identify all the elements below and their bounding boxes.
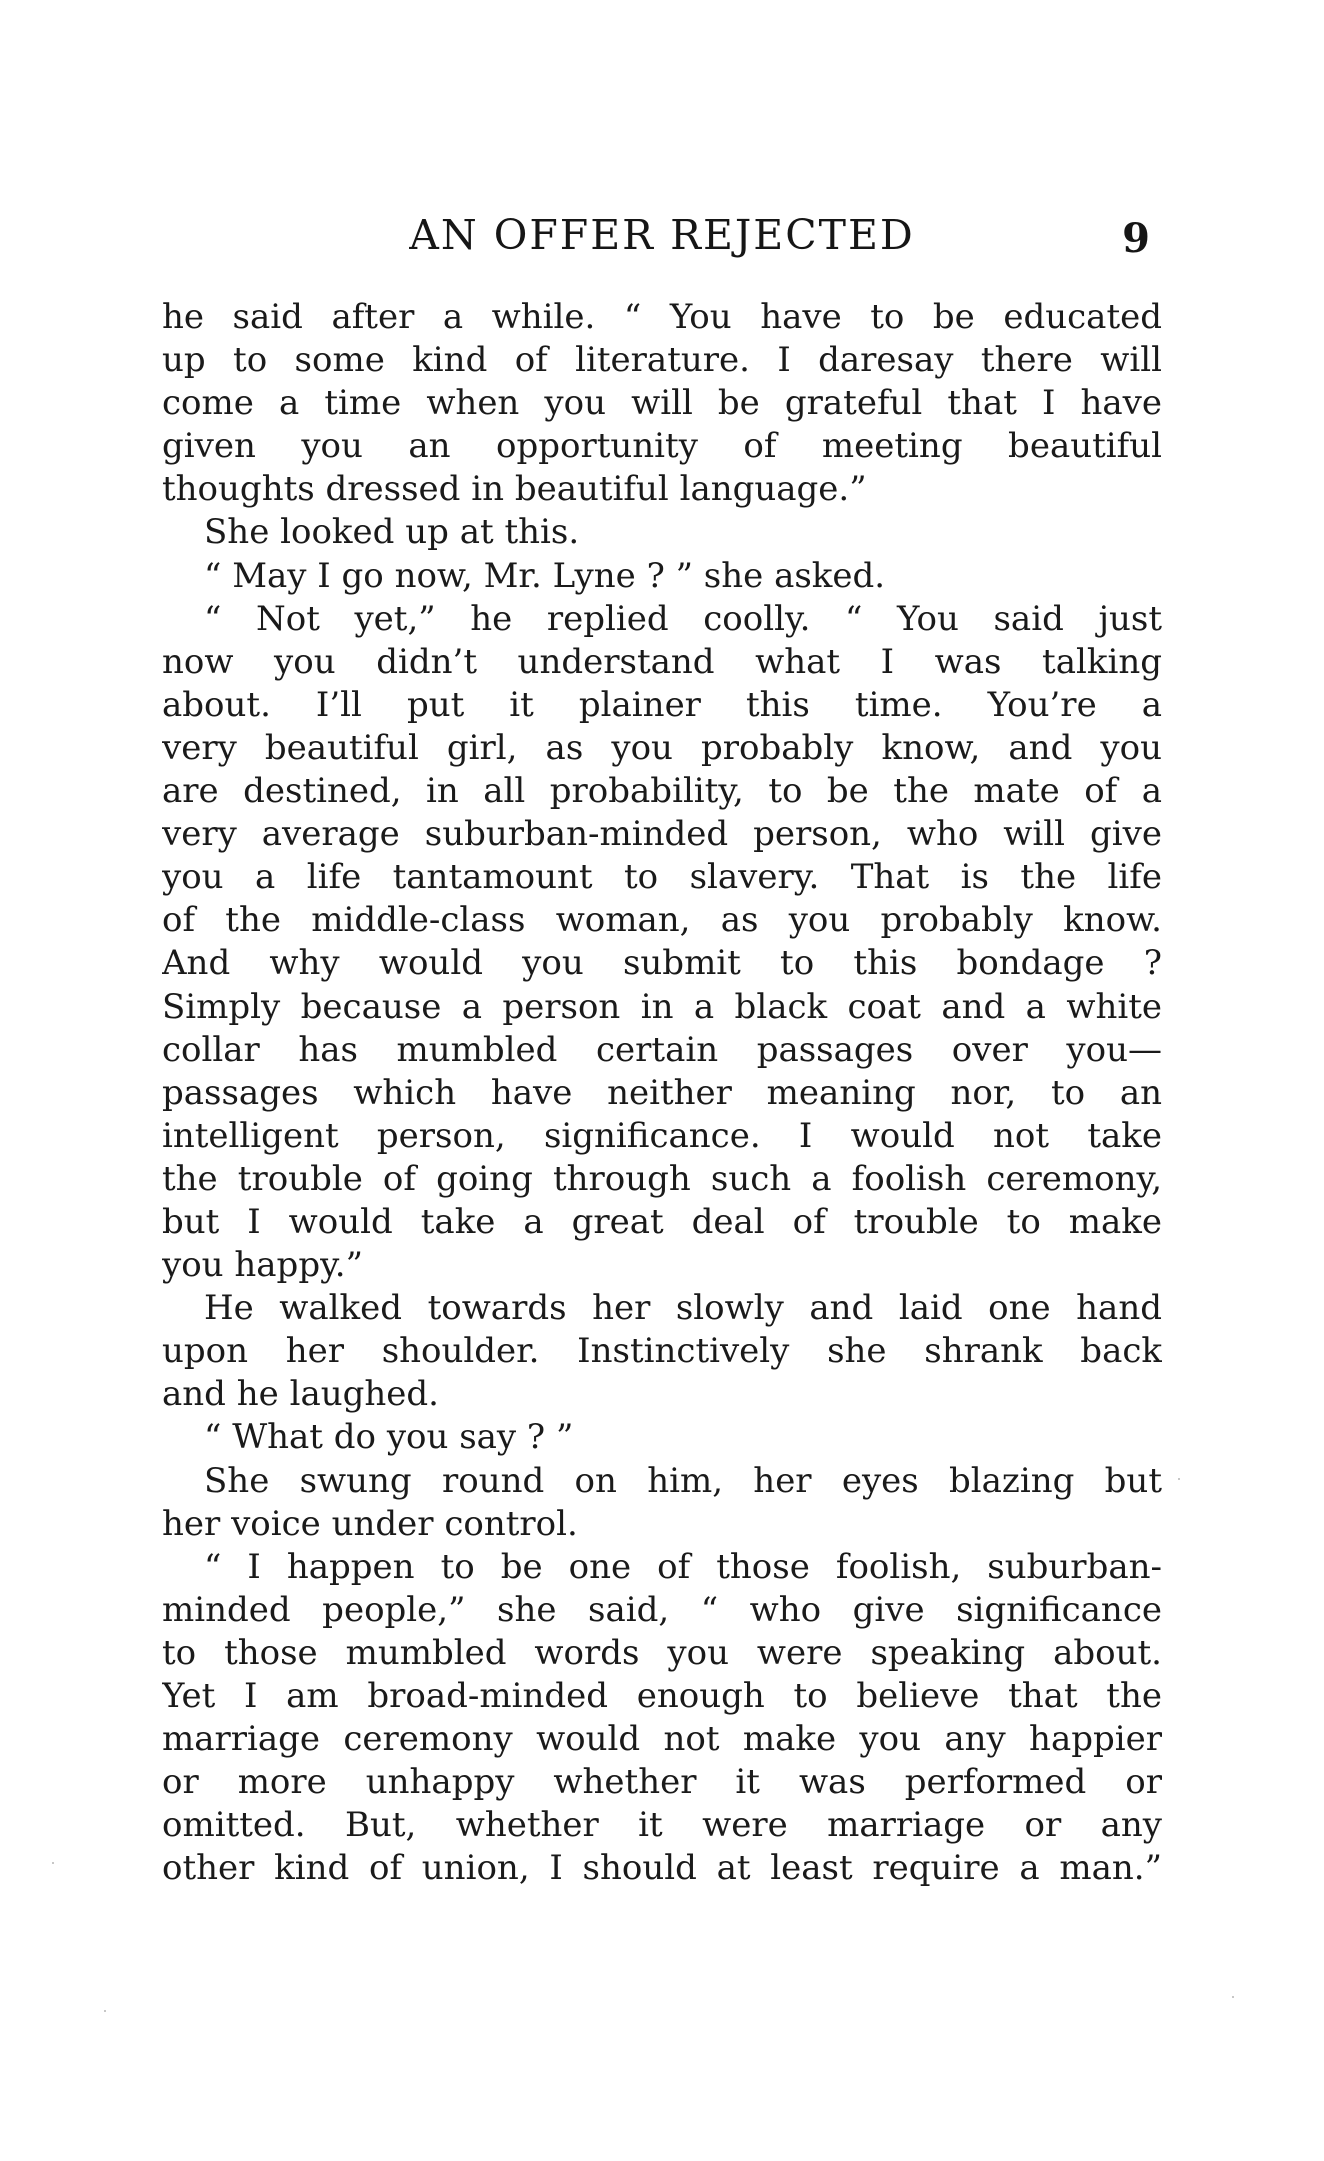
text-line: you a life tantamount to slavery. That is the life xyxy=(162,857,1162,898)
text-line: upon her shoulder. Instinctively she shrank back xyxy=(162,1331,1162,1372)
text-line: but I would take a great deal of trouble to make xyxy=(162,1201,1162,1242)
running-head xyxy=(162,205,1162,265)
text-line: and he laughed. xyxy=(162,1374,439,1415)
text-line: other kind of union, I should at least require a man.” xyxy=(162,1848,1162,1889)
text-line: come a time when you will be grateful that I have xyxy=(162,383,1162,424)
text-line: “ May I go now, Mr. Lyne ? ” she asked. xyxy=(204,555,886,596)
paper-speck xyxy=(1232,1996,1234,1998)
text-line: And why would you submit to this bondage ? xyxy=(162,943,1162,984)
text-line: her voice under control. xyxy=(162,1503,578,1544)
text-line: very average suburban-minded person, who will give xyxy=(162,814,1162,855)
text-line: “ I happen to be one of those foolish, suburban- xyxy=(204,1546,1162,1587)
text-line: passages which have neither meaning nor, to an xyxy=(162,1072,1162,1113)
text-line: Yet I am broad-minded enough to believe that the xyxy=(162,1676,1162,1716)
text-line: of the middle-class woman, as you probably know. xyxy=(162,900,1162,941)
text-line: to those mumbled words you were speaking about. xyxy=(162,1632,1162,1673)
text-line: collar has mumbled certain passages over you— xyxy=(162,1029,1162,1070)
paper-speck xyxy=(104,2010,106,2012)
text-line: about. I’ll put it plainer this time. You’re a xyxy=(162,684,1162,725)
text-line: you happy.” xyxy=(162,1245,363,1286)
chapter-title: AN OFFER REJECTED xyxy=(409,211,915,259)
text-line: thoughts dressed in beautiful language.” xyxy=(162,469,867,510)
paper-speck xyxy=(52,1862,54,1864)
text-line: Simply because a person in a black coat and a white xyxy=(162,986,1162,1027)
text-line: intelligent person, significance. I would not take xyxy=(162,1115,1162,1156)
text-line: omitted. But, whether it were marriage or any xyxy=(162,1805,1162,1846)
text-line: She looked up at this. xyxy=(204,512,580,553)
text-line: minded people,” she said, “ who give significance xyxy=(162,1589,1162,1630)
text-line: now you didn’t understand what I was talking xyxy=(162,641,1162,682)
text-line: marriage ceremony would not make you any happier xyxy=(162,1719,1162,1760)
text-line: very beautiful girl, as you probably know, and you xyxy=(162,727,1162,768)
text-line: he said after a while. “ You have to be educated xyxy=(162,297,1162,337)
text-line: up to some kind of literature. I daresay there will xyxy=(162,340,1162,381)
text-line: He walked towards her slowly and laid one hand xyxy=(204,1288,1162,1329)
paper-speck xyxy=(1178,1478,1180,1480)
text-line: “ Not yet,” he replied coolly. “ You said just xyxy=(204,598,1162,639)
text-line: the trouble of going through such a foolish ceremony, xyxy=(162,1158,1162,1199)
text-line: given you an opportunity of meeting beautiful xyxy=(162,426,1162,467)
text-line: are destined, in all probability, to be the mate of a xyxy=(162,771,1162,812)
page-number: 9 xyxy=(1122,215,1150,262)
text-line: or more unhappy whether it was performed or xyxy=(162,1762,1162,1803)
text-line: She swung round on him, her eyes blazing but xyxy=(204,1460,1162,1501)
body-text xyxy=(162,296,1162,1890)
text-line: “ What do you say ? ” xyxy=(204,1417,574,1458)
